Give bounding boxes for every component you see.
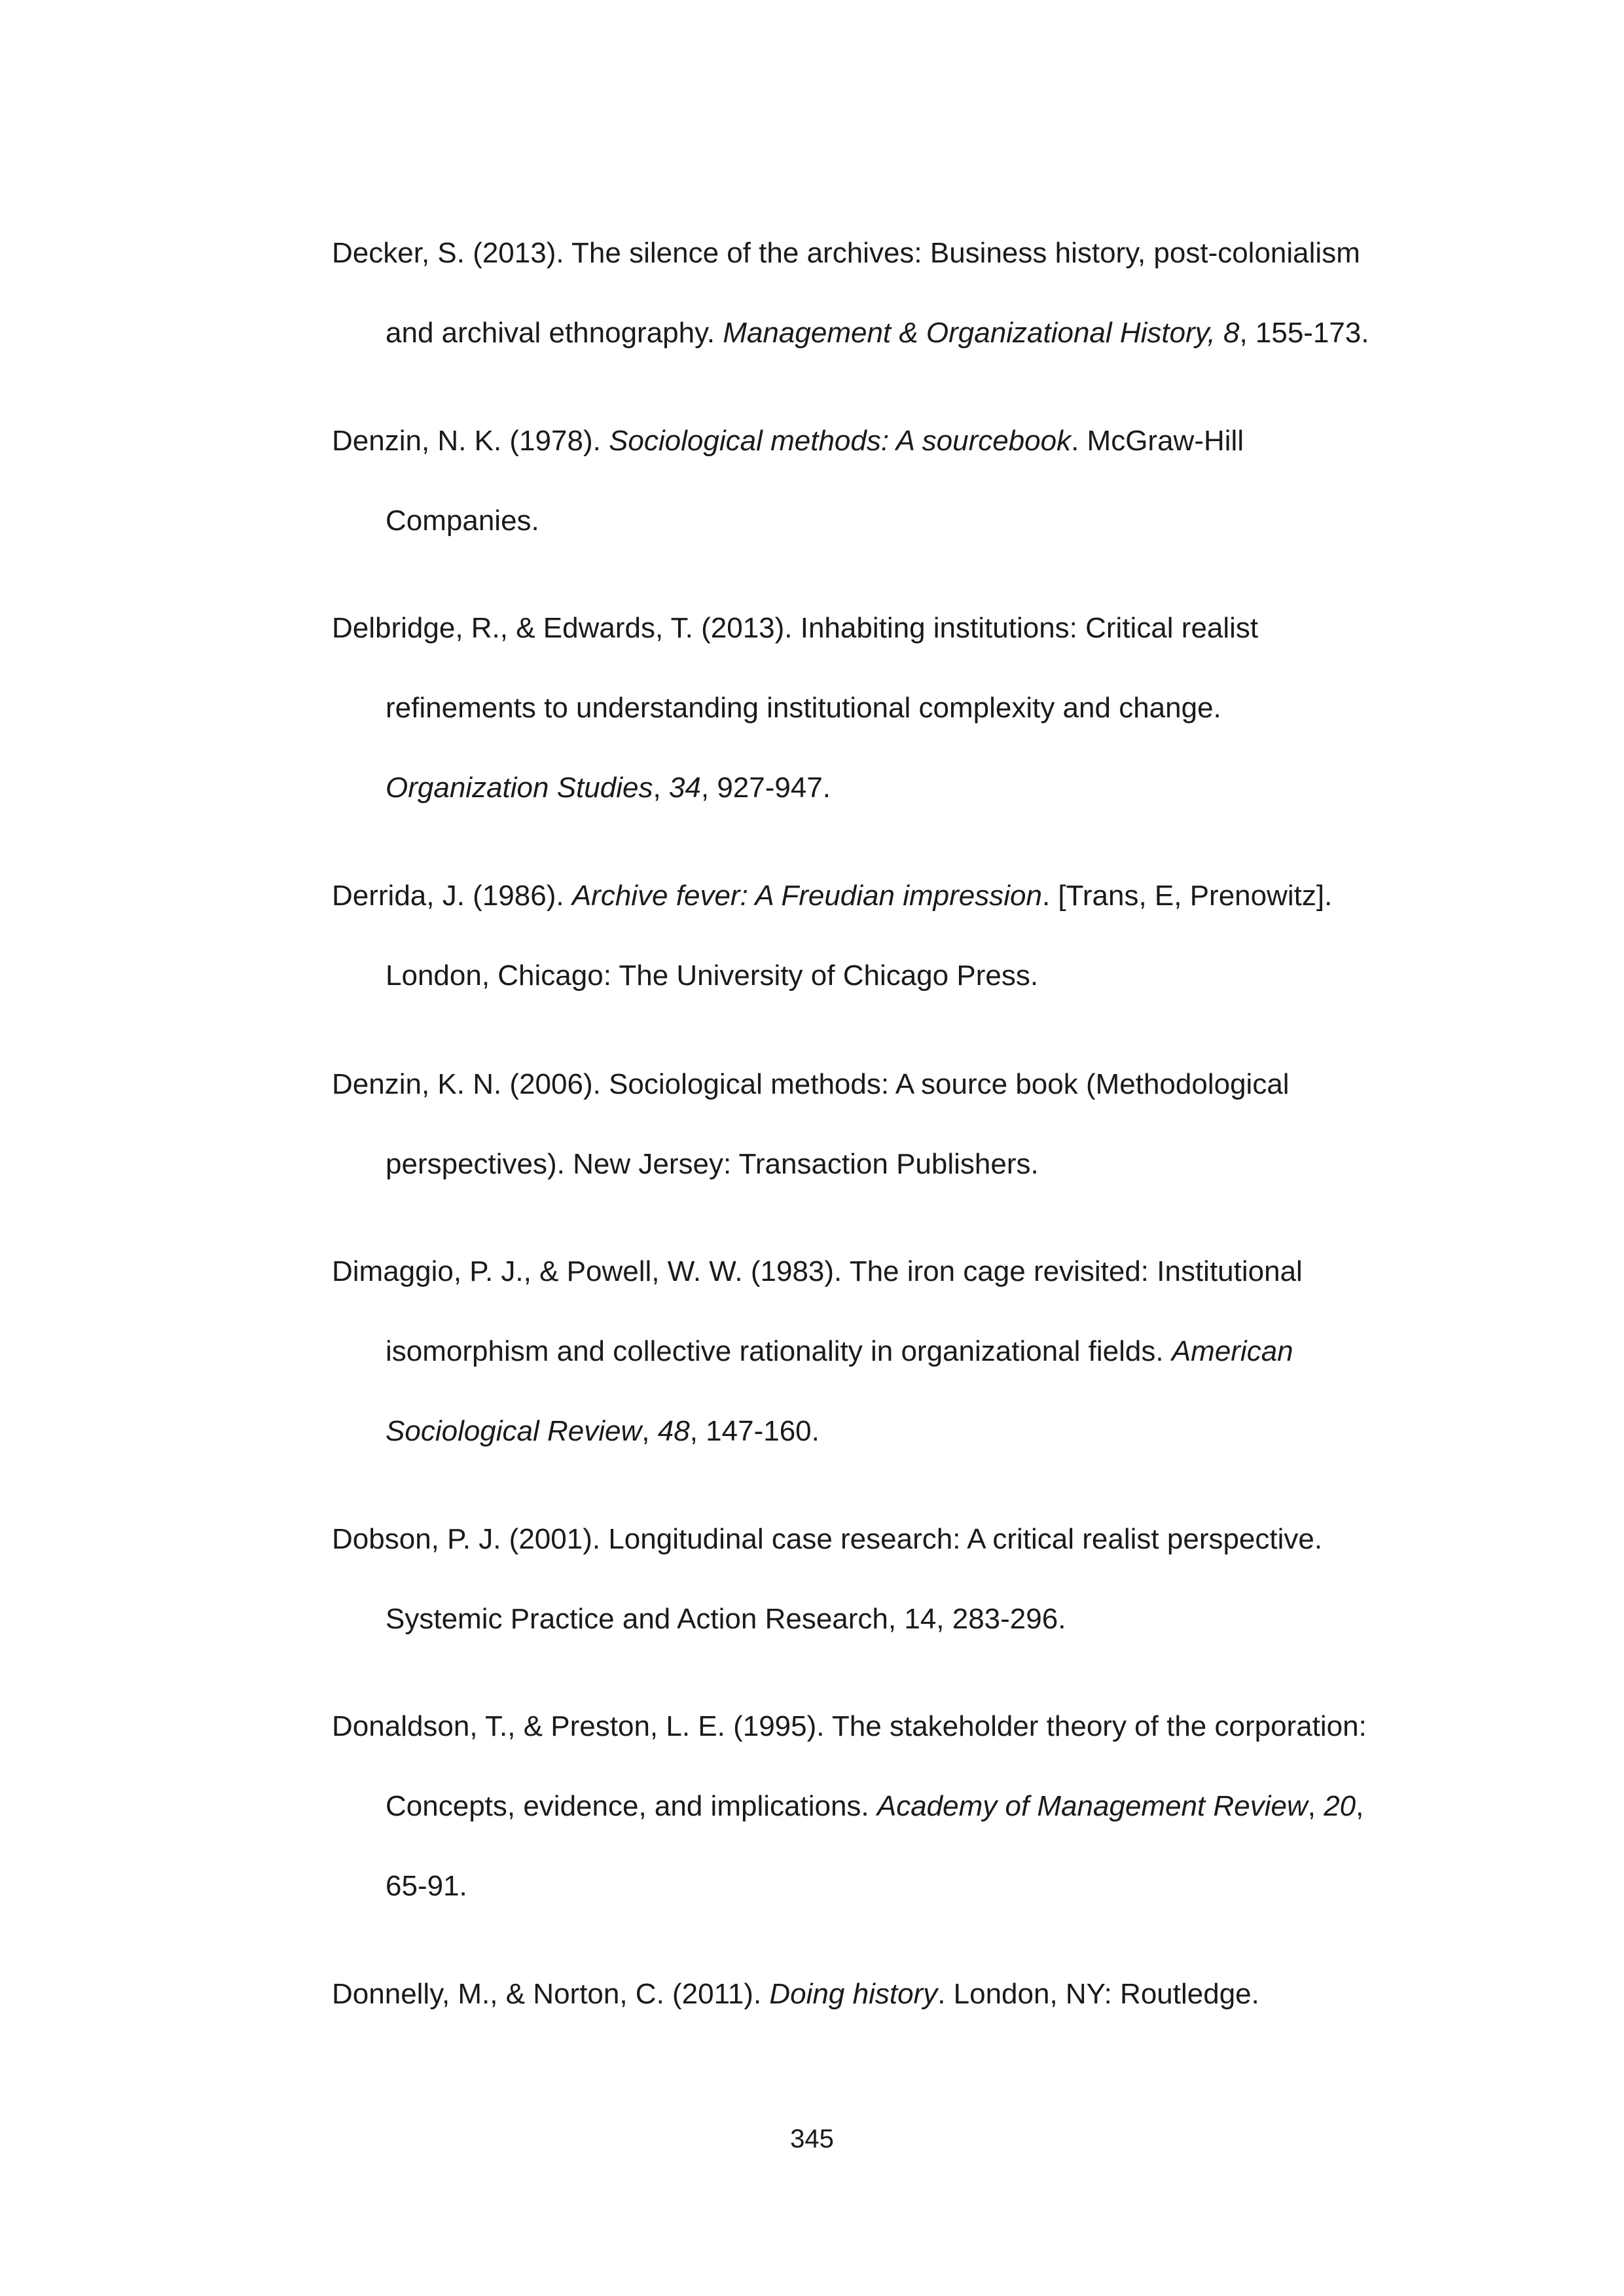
reference-text: perspectives). New Jersey: Transaction Publishers.: [386, 1148, 1039, 1180]
reference-line: [332, 936, 1445, 1016]
reference-italic-text: Archive fever: A Freudian impression: [571, 880, 1042, 912]
reference-entry: [332, 856, 1445, 1016]
reference-entry: [332, 1232, 1445, 1471]
reference-text: Delbridge, R., & Edwards, T. (2013). Inhabiting institutions: Critical realist: [332, 612, 1259, 644]
reference-entry: [332, 1954, 1445, 2034]
reference-italic-text: Sociological Review: [386, 1415, 642, 1447]
reference-line: [332, 748, 1445, 828]
reference-text: Decker, S. (2013). The silence of the archives: Business history, post-colonialism: [332, 237, 1360, 269]
reference-text: Denzin, K. N. (2006). Sociological methods: A source book (Methodological: [332, 1068, 1290, 1100]
reference-line: [332, 668, 1445, 748]
reference-line: [332, 1954, 1445, 2034]
page-number: 345: [790, 2125, 834, 2153]
reference-text: , 147-160.: [689, 1415, 820, 1447]
reference-line: [332, 481, 1445, 561]
reference-line: [332, 1232, 1445, 1312]
reference-text: London, Chicago: The University of Chicago Press.: [386, 960, 1039, 992]
reference-text: ,: [1356, 1790, 1364, 1822]
reference-text: . London, NY: Routledge.: [937, 1978, 1259, 2010]
reference-text: , 155-173.: [1239, 317, 1369, 349]
reference-entry: [332, 1499, 1445, 1659]
reference-entry: [332, 588, 1445, 828]
reference-italic-text: 20: [1324, 1790, 1356, 1822]
reference-entry: [332, 213, 1445, 373]
reference-text: Derrida, J. (1986).: [332, 880, 572, 912]
reference-line: [332, 856, 1445, 936]
reference-line: [332, 401, 1445, 481]
reference-italic-text: Management & Organizational History, 8: [723, 317, 1240, 349]
reference-text: ,: [641, 1415, 658, 1447]
reference-line: [332, 1124, 1445, 1204]
reference-italic-text: 34: [668, 772, 701, 804]
reference-line: [332, 1499, 1445, 1579]
reference-text: Donaldson, T., & Preston, L. E. (1995). The stakeholder theory of the corporation:: [332, 1710, 1367, 1742]
reference-text: Donnelly, M., & Norton, C. (2011).: [332, 1978, 770, 2010]
reference-italic-text: Sociological methods: A sourcebook: [609, 425, 1072, 457]
reference-line: [332, 1767, 1445, 1846]
reference-text: . McGraw-Hill: [1071, 425, 1244, 457]
reference-line: [332, 1045, 1445, 1124]
reference-line: [332, 213, 1445, 293]
reference-italic-text: Organization Studies: [386, 772, 653, 804]
reference-italic-text: Academy of Management Review: [876, 1790, 1308, 1822]
reference-text: Dimaggio, P. J., & Powell, W. W. (1983). The iron cage revisited: Institutional: [332, 1255, 1303, 1287]
reference-entry: [332, 1045, 1445, 1204]
reference-text: 65-91.: [386, 1870, 467, 1902]
reference-line: [332, 1312, 1445, 1391]
reference-line: [332, 293, 1445, 373]
reference-text: Concepts, evidence, and implications.: [386, 1790, 877, 1822]
reference-text: ,: [1307, 1790, 1324, 1822]
reference-text: Systemic Practice and Action Research, 14, 283-296.: [386, 1603, 1066, 1635]
reference-text: Companies.: [386, 505, 539, 537]
reference-text: . [Trans, E, Prenowitz].: [1041, 880, 1333, 912]
reference-text: Denzin, N. K. (1978).: [332, 425, 609, 457]
reference-italic-text: 48: [657, 1415, 690, 1447]
reference-text: refinements to understanding institutional complexity and change.: [386, 692, 1221, 724]
reference-text: Dobson, P. J. (2001). Longitudinal case research: A critical realist perspective.: [332, 1523, 1323, 1555]
reference-entry: [332, 401, 1445, 561]
reference-entry: [332, 1687, 1445, 1926]
reference-line: [332, 1391, 1445, 1471]
reference-italic-text: Doing history: [769, 1978, 938, 2010]
reference-text: and archival ethnography.: [386, 317, 723, 349]
reference-line: [332, 1687, 1445, 1767]
reference-line: [332, 1846, 1445, 1926]
reference-text: ,: [653, 772, 669, 804]
reference-text: , 927-947.: [700, 772, 831, 804]
reference-line: [332, 1579, 1445, 1659]
reference-italic-text: American: [1171, 1335, 1293, 1367]
reference-text: isomorphism and collective rationality in organizational fields.: [386, 1335, 1172, 1367]
reference-line: [332, 588, 1445, 668]
